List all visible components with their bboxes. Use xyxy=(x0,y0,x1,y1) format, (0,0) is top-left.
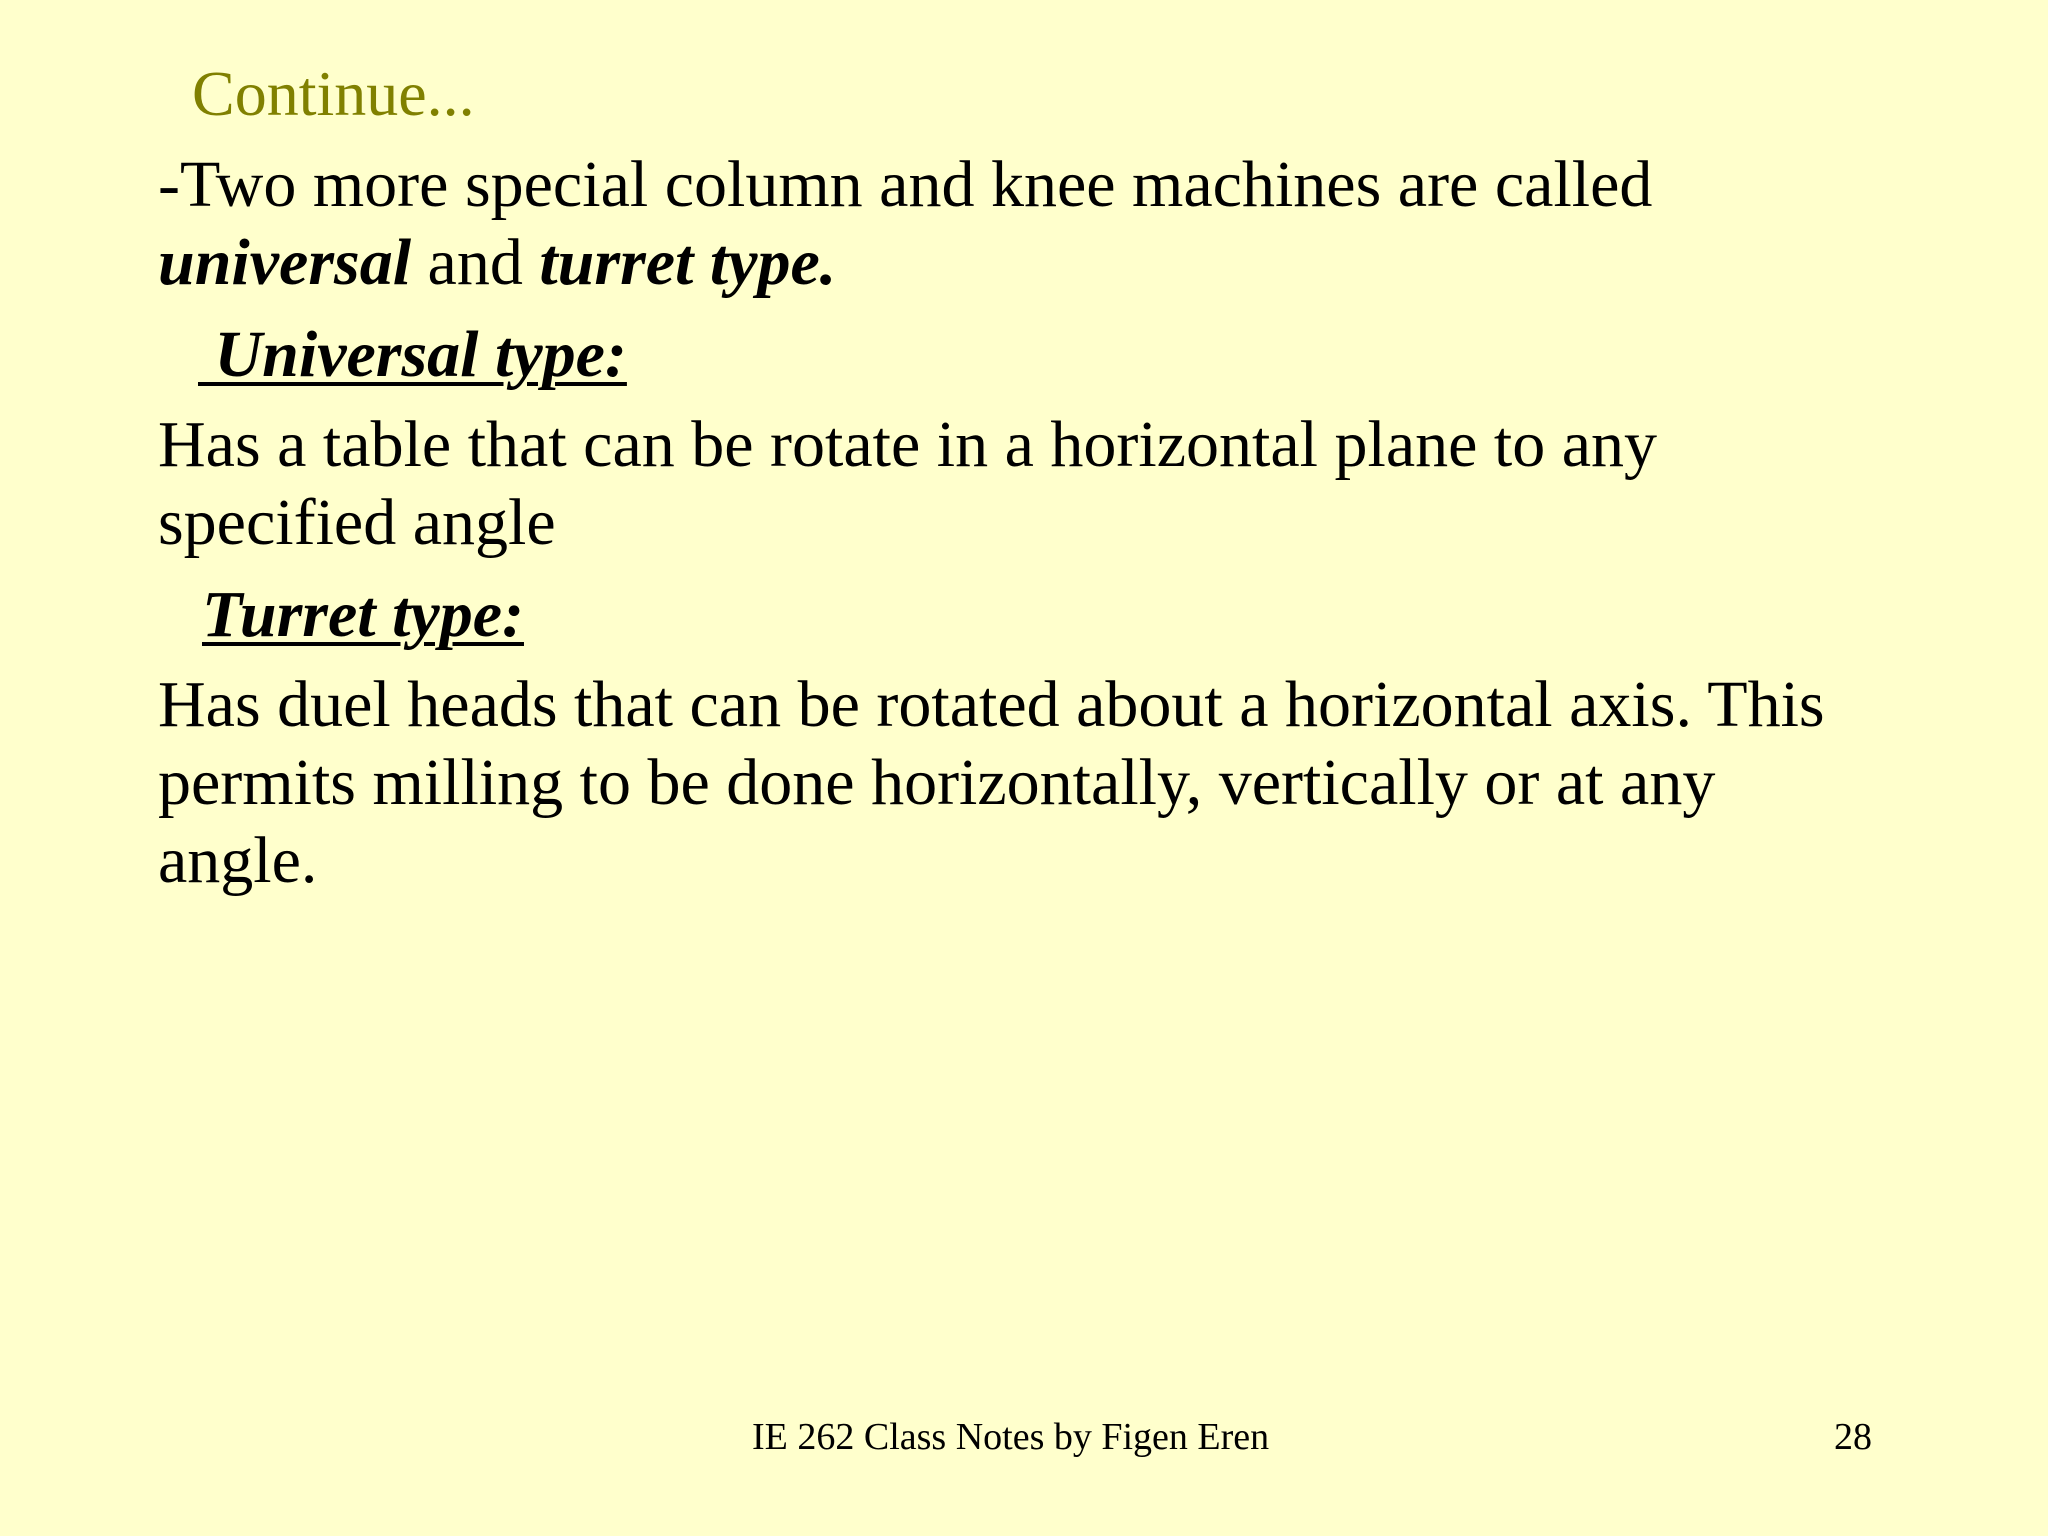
universal-desc-line-1: Has a table that can be rotate in a horizontal plane to any xyxy=(158,408,1658,481)
universal-description xyxy=(158,406,1657,562)
intro-line-2 xyxy=(158,224,1652,302)
intro-line-1: -Two more special column and knee machines are called xyxy=(158,148,1653,221)
term-turret-type: turret type. xyxy=(539,226,837,299)
intro-paragraph xyxy=(158,146,1652,302)
turret-description xyxy=(158,666,1825,900)
universal-type-heading: Universal type: xyxy=(198,318,627,391)
slide-title: Continue... xyxy=(192,58,475,129)
turret-desc-line-3: angle. xyxy=(158,824,318,897)
turret-type-heading: Turret type: xyxy=(202,578,524,651)
page-number: 28 xyxy=(1834,1416,1872,1458)
universal-desc-line-2: specified angle xyxy=(158,486,556,559)
turret-desc-line-1: Has duel heads that can be rotated about a horizontal axis. This xyxy=(158,668,1825,741)
and-word: and xyxy=(411,226,540,299)
footer-note: IE 262 Class Notes by Figen Eren xyxy=(752,1416,1270,1458)
turret-desc-line-2: permits milling to be done horizontally, vertically or at any xyxy=(158,746,1716,819)
term-universal: universal xyxy=(158,226,412,299)
